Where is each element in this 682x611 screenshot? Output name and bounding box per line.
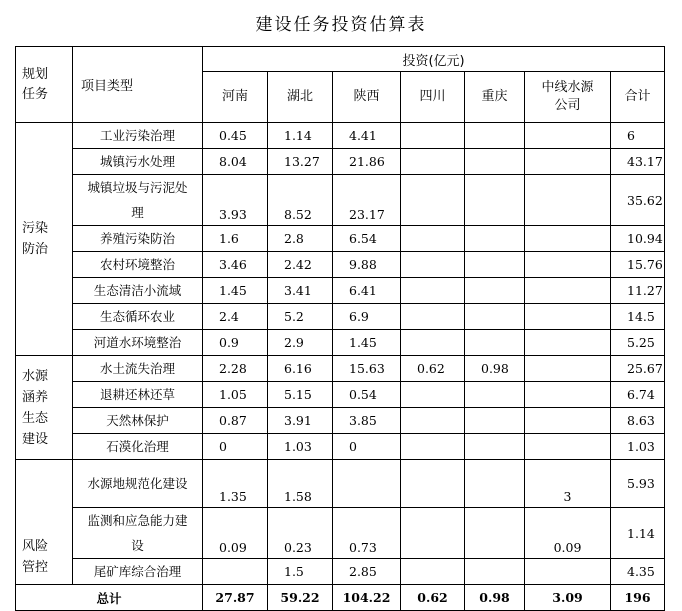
value-cell: 9.88 [333,252,401,278]
table-row [16,252,665,278]
value-cell [525,149,611,175]
item-name: 生态清洁小流域 [73,278,203,304]
value-cell: 2.4 [203,304,268,330]
value-cell [465,460,525,508]
table-row [16,408,665,434]
value-cell [525,559,611,585]
item-name: 城镇垃圾与污泥处理 [73,175,203,226]
value-cell [525,330,611,356]
value-cell: 3.93 [203,175,268,226]
category-cell [16,356,73,460]
value-cell [401,226,465,252]
value-cell: 23.17 [333,175,401,226]
value-cell: 5.93 [611,460,665,508]
value-cell: 1.5 [268,559,333,585]
value-cell [401,175,465,226]
value-cell [525,304,611,330]
item-name: 工业污染治理 [73,123,203,149]
value-cell: 8.63 [611,408,665,434]
item-name: 养殖污染防治 [73,226,203,252]
value-cell: 21.86 [333,149,401,175]
table-row [16,175,665,226]
header-province: 陕西 [333,72,401,123]
header-province: 河南 [203,72,268,123]
category-cell [16,123,73,356]
item-name: 河道水环境整治 [73,330,203,356]
value-cell: 0.09 [525,508,611,559]
value-cell [401,382,465,408]
value-cell: 0.45 [203,123,268,149]
investment-table [15,46,665,611]
value-cell: 8.52 [268,175,333,226]
value-cell [525,356,611,382]
item-name: 生态循环农业 [73,304,203,330]
value-cell [525,278,611,304]
table-title: 建设任务投资估算表 [255,15,427,35]
value-cell [401,123,465,149]
value-cell: 2.9 [268,330,333,356]
value-cell [465,508,525,559]
item-name: 水源地规范化建设 [73,460,203,508]
value-cell [401,434,465,460]
value-cell [203,559,268,585]
value-cell: 0.54 [333,382,401,408]
value-cell: 15.76 [611,252,665,278]
value-cell [465,252,525,278]
total-value: 27.87 [203,585,268,611]
value-cell: 3.85 [333,408,401,434]
value-cell: 6.41 [333,278,401,304]
header-type: 项目类型 [73,47,203,123]
table-row [16,226,665,252]
value-cell [525,123,611,149]
total-value: 0.98 [465,585,525,611]
value-cell [465,149,525,175]
category-label: 污染防治 [22,221,49,257]
value-cell: 5.2 [268,304,333,330]
value-cell: 0.9 [203,330,268,356]
total-row [16,585,665,611]
value-cell: 4.41 [333,123,401,149]
header-province: 四川 [401,72,465,123]
value-cell: 6.9 [333,304,401,330]
item-name: 城镇污水处理 [73,149,203,175]
category-cell [16,460,73,585]
item-name: 退耕还林还草 [73,382,203,408]
value-cell [333,460,401,508]
value-cell [525,226,611,252]
value-cell [465,382,525,408]
item-name: 尾矿库综合治理 [73,559,203,585]
table-row [16,434,665,460]
value-cell: 6 [611,123,665,149]
item-name: 天然林保护 [73,408,203,434]
value-cell [401,508,465,559]
item-name: 监测和应急能力建设 [73,508,203,559]
category-label: 风险管控 [22,539,49,575]
value-cell [465,559,525,585]
value-cell: 2.85 [333,559,401,585]
value-cell [401,408,465,434]
value-cell [465,175,525,226]
value-cell: 1.45 [333,330,401,356]
value-cell [401,278,465,304]
value-cell: 25.67 [611,356,665,382]
value-cell: 1.14 [268,123,333,149]
value-cell: 1.35 [203,460,268,508]
value-cell: 1.03 [611,434,665,460]
value-cell: 0.98 [465,356,525,382]
value-cell: 2.28 [203,356,268,382]
value-cell: 2.42 [268,252,333,278]
value-cell: 3.41 [268,278,333,304]
value-cell [401,149,465,175]
value-cell [401,252,465,278]
value-cell [401,330,465,356]
value-cell: 1.45 [203,278,268,304]
value-cell [465,278,525,304]
value-cell: 5.25 [611,330,665,356]
header-province: 重庆 [465,72,525,123]
value-cell [465,123,525,149]
value-cell: 1.6 [203,226,268,252]
header-province: 中线水源公司 [525,72,611,123]
value-cell: 5.15 [268,382,333,408]
value-cell: 6.74 [611,382,665,408]
header-category-label: 规划任务 [22,66,49,102]
value-cell [525,408,611,434]
value-cell: 1.14 [611,508,665,559]
table-row [16,278,665,304]
value-cell: 1.58 [268,460,333,508]
value-cell [465,226,525,252]
item-name: 农村环境整治 [73,252,203,278]
value-cell: 15.63 [333,356,401,382]
value-cell: 0.09 [203,508,268,559]
table-row [16,123,665,149]
table-row [16,330,665,356]
value-cell: 4.35 [611,559,665,585]
value-cell: 3.46 [203,252,268,278]
value-cell [401,304,465,330]
total-value: 196 [611,585,665,611]
value-cell: 0.62 [401,356,465,382]
table-row [16,460,665,508]
value-cell: 6.54 [333,226,401,252]
value-cell: 43.17 [611,149,665,175]
value-cell: 3 [525,460,611,508]
table-row [16,304,665,330]
total-value: 104.22 [333,585,401,611]
table-row [16,382,665,408]
item-name: 水土流失治理 [73,356,203,382]
value-cell [401,460,465,508]
item-name: 石漠化治理 [73,434,203,460]
value-cell: 13.27 [268,149,333,175]
value-cell: 1.03 [268,434,333,460]
value-cell [465,434,525,460]
header-category [16,47,73,123]
header-province: 湖北 [268,72,333,123]
value-cell [465,408,525,434]
value-cell: 0.23 [268,508,333,559]
header-province: 合计 [611,72,665,123]
category-label: 水源涵养生态建设 [22,368,49,447]
value-cell [525,175,611,226]
value-cell [525,434,611,460]
table-row [16,149,665,175]
value-cell [465,330,525,356]
value-cell: 14.5 [611,304,665,330]
value-cell: 2.8 [268,226,333,252]
table-row [16,356,665,382]
value-cell: 8.04 [203,149,268,175]
header-investment: 投资(亿元) [203,47,665,72]
value-cell: 0.73 [333,508,401,559]
total-value: 0.62 [401,585,465,611]
value-cell: 11.27 [611,278,665,304]
total-value: 59.22 [268,585,333,611]
table-row [16,508,665,559]
value-cell [401,559,465,585]
value-cell [525,252,611,278]
value-cell [525,382,611,408]
value-cell: 1.05 [203,382,268,408]
value-cell [465,304,525,330]
total-label: 总计 [16,585,203,611]
value-cell: 0 [333,434,401,460]
value-cell: 0.87 [203,408,268,434]
value-cell: 0 [203,434,268,460]
value-cell: 10.94 [611,226,665,252]
value-cell: 6.16 [268,356,333,382]
total-value: 3.09 [525,585,611,611]
value-cell: 3.91 [268,408,333,434]
value-cell: 35.62 [611,175,665,226]
table-row [16,559,665,585]
